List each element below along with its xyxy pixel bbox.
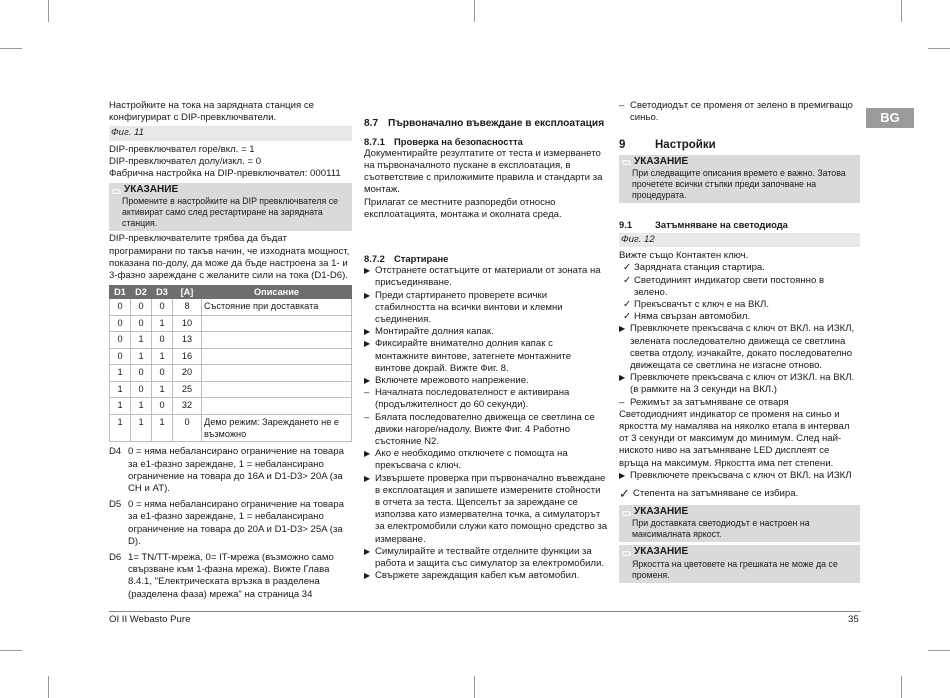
table-header: D3 (152, 286, 173, 299)
dip-definition (109, 446, 352, 495)
checkmark-icon: ✓ (623, 262, 632, 274)
check-item: ✓ Няма свързан автомобил. (623, 311, 751, 323)
dip-value: 0 = няма небалансирано ограничение на товара за е1-фазно зареждане, 1 = небалансирано ограничение на товара до 16A и D1-D3> 20A (за CH и AT). (128, 446, 344, 494)
table-cell: 1 (131, 332, 152, 349)
table-row (110, 348, 352, 365)
table-row (110, 365, 352, 382)
hand-pointer-icon (622, 158, 631, 167)
checkmark-icon: ✓ (623, 311, 632, 323)
table-cell: 0 (110, 348, 131, 365)
table-cell: 10 (173, 315, 202, 332)
dip-key: D6 (109, 551, 122, 563)
table-cell: 1 (152, 381, 173, 398)
crop-mark (474, 676, 475, 698)
table-cell: 0 (131, 381, 152, 398)
table-cell: 16 (173, 348, 202, 365)
table-cell (202, 332, 352, 349)
dip-line: Фабрична настройка на DIP-превключвател: 000111 (109, 168, 341, 180)
check-item: ✓ Зарядната станция стартира. (623, 262, 765, 274)
dash-marker: – (364, 411, 370, 423)
table-cell: 1 (131, 414, 152, 441)
dash-marker: – (619, 396, 625, 408)
subsection-title: Затъмняване на светодиода (655, 218, 788, 230)
dash-marker: – (619, 100, 625, 111)
subsection-title: Стартиране (394, 252, 449, 264)
checkmark-icon: ✓ (619, 486, 630, 502)
step-item (364, 326, 608, 338)
column-1 (109, 100, 352, 601)
table-header: D2 (131, 286, 152, 299)
dip-table (109, 285, 352, 442)
table-cell: 1 (110, 381, 131, 398)
arrow-bullet-icon: ▶ (364, 473, 371, 483)
item-text: Преди стартирането проверете всички стабилността на всички винтови и клемни съединения. (375, 289, 563, 325)
item-text: Превключете прекъсвача с ключ от ИЗКЛ. на ВКЛ. (в рамките на 3 секунди на ВКЛ.) (630, 372, 855, 396)
subsection-heading (619, 219, 860, 231)
note-box (619, 505, 860, 542)
table-row (110, 414, 352, 441)
arrow-bullet-icon: ▶ (619, 324, 626, 334)
table-cell: 1 (131, 348, 152, 365)
arrow-bullet-icon: ▶ (364, 290, 371, 300)
check-item: ✓ Светодиният индикатор свети постоянно в зелено. (623, 274, 825, 298)
done-line: ✓ Степента на затъмняване се избира. (619, 486, 799, 502)
dip-key: D5 (109, 499, 122, 511)
arrow-bullet-icon: ▶ (364, 327, 371, 337)
table-cell: 0 (110, 315, 131, 332)
table-header: [A] (173, 286, 202, 299)
footer-title: OI II Webasto Pure (109, 614, 191, 625)
table-cell: 0 (152, 398, 173, 415)
note-title: УКАЗАНИЕ (634, 546, 689, 558)
intro-text: Настройките на тока на зарядната станция се конфигурират с DIP-превключватели. (109, 100, 314, 124)
step-item (364, 338, 608, 375)
step-item (364, 546, 608, 570)
table-cell: 25 (173, 381, 202, 398)
page-number: 35 (848, 614, 859, 625)
item-text: Режимът за затъмняване се отваря (630, 396, 789, 408)
table-cell: 0 (152, 299, 173, 316)
column-3 (619, 100, 860, 585)
figure-ref: Фиг. 12 (619, 233, 860, 247)
paragraph: Светодиодният индикатор се променя на синьо и яркостта му намалява на няколко етапа в интервал от 3 секунди от максимум до минимум. След най-ниското ниво на затъмняване LED дисплеят се връща на максимум. Яркостта има пет степени. (619, 408, 850, 469)
table-cell: 0 (152, 365, 173, 382)
table-cell: 1 (152, 348, 173, 365)
table-cell: 0 (110, 299, 131, 316)
step-item (364, 265, 608, 289)
table-cell: 0 (110, 332, 131, 349)
paragraph: Прилагат се местните разпоредби относно експлоатацията, монтажа и околната среда. (364, 196, 562, 220)
arrow-bullet-icon: ▶ (364, 339, 371, 349)
table-row (110, 299, 352, 316)
table-cell (202, 398, 352, 415)
table-cell (202, 365, 352, 382)
checkmark-icon: ✓ (623, 274, 632, 286)
table-row (110, 381, 352, 398)
table-row (110, 332, 352, 349)
note-box (109, 183, 352, 231)
result-text: Светодиодът се променя от зелено в премигващо синьо. (630, 100, 853, 124)
item-text: Свържете зареждащия кабел към автомобил. (375, 570, 580, 582)
crop-mark (928, 650, 950, 651)
item-text: Началната последователност е активирана (продължителност до 60 секунди). (375, 387, 570, 411)
note-body: При следващите описания времето е важно. Затова прочетете всички стъпки преди започване на процедурата. (632, 167, 846, 200)
step-item (364, 290, 608, 327)
subsection-heading (364, 253, 608, 265)
chapter-heading (619, 139, 860, 151)
arrow-bullet-icon: ▶ (619, 373, 626, 383)
subsection-title: Проверка на безопасността (394, 135, 523, 147)
check-item: ✓ Прекъсвачът с ключ е на ВКЛ. (623, 299, 769, 311)
item-text: Включете мрежовото напрежение. (375, 374, 529, 386)
item-text: Извършете проверка при първоначално въвеждане в експлоатация и запишете измерените стойности в отчета за теста. Щепселът за зареждане се използва като измервателна точка, а симулаторът за електромобили служи като помощно средство за измерване. (375, 472, 608, 545)
crop-mark (0, 48, 22, 49)
figure-ref: Фиг. 11 (109, 126, 352, 140)
table-cell: 0 (131, 299, 152, 316)
table-cell: 0 (131, 365, 152, 382)
dip-key: D4 (109, 446, 122, 458)
chapter-title: Настройки (655, 139, 716, 152)
note-title: УКАЗАНИЕ (634, 155, 689, 167)
item-text: Монтирайте долния капак. (375, 326, 494, 338)
table-row (110, 315, 352, 332)
table-cell (202, 348, 352, 365)
step-item (364, 448, 608, 472)
arrow-bullet-icon: ▶ (364, 449, 371, 459)
item-text: Превключете прекъсвача с ключ от ВКЛ. на ИЗКЛ, зелената последователно движеща се светлина светва отдолу, изчакайте, докато последователно движещата се светлина не изгасне отново. (630, 323, 855, 372)
result-line (619, 100, 860, 124)
subsection-number: 9.1 (619, 218, 633, 230)
table-cell: 1 (110, 398, 131, 415)
dip-value: 0 = няма небалансирано ограничение на товара за е1-фазно зареждане, 1 = небалансирано ограничение на товара до 20A и D1-D3> 25A (за D). (128, 499, 344, 547)
dip-line: DIP-превключвател долу/изкл. = 0 (109, 155, 262, 167)
result-line (619, 397, 860, 409)
subsection-heading (364, 136, 608, 148)
step-item (619, 323, 860, 372)
note-body: Промените в настройките на DIP превключвателя се активират само след рестартиране на зарядната станция. (122, 196, 338, 229)
arrow-bullet-icon: ▶ (619, 470, 626, 480)
step-item (619, 372, 860, 396)
note-title: УКАЗАНИЕ (124, 184, 179, 196)
table-header: Описание (202, 286, 352, 299)
crop-mark (474, 0, 475, 22)
column-2 (364, 100, 608, 582)
note-body: При доставката светодиодът е настроен на максималната яркост. (632, 518, 810, 540)
item-text: Отстранете остатъците от материали от зоната на присъединяване. (375, 265, 601, 289)
crop-mark (901, 0, 902, 22)
item-text: Бялата последователно движеща се светлина се движи нагоре/надолу. Вижте Фиг. 4 Работно състояние N2. (375, 411, 595, 447)
table-cell: 32 (173, 398, 202, 415)
section-heading (364, 118, 608, 131)
table-cell: 1 (131, 398, 152, 415)
table-cell: 1 (152, 414, 173, 441)
item-text: Фиксирайте внимателно долния капак с монтажните винтове, затегнете монтажните винтове докрай. Вижте Фиг. 8. (375, 338, 572, 374)
table-cell: 13 (173, 332, 202, 349)
result-line (364, 387, 608, 411)
item-text: Ако е необходимо отключете с помощта на прекъсвача с ключ. (375, 448, 568, 472)
result-line (364, 412, 608, 449)
item-text: Симулирайте и тествайте отделните функции за работа и защита със симулатор за електромобили. (375, 545, 605, 569)
crop-mark (48, 0, 49, 22)
arrow-bullet-icon: ▶ (364, 266, 371, 276)
hand-pointer-icon (622, 509, 631, 518)
step-item: ▶ Превключете прекъсвача с ключ от ВКЛ. на ИЗКЛ (619, 469, 852, 481)
table-cell: 0 (173, 414, 202, 441)
table-cell: 1 (152, 315, 173, 332)
dash-marker: – (364, 387, 370, 399)
table-cell: 0 (152, 332, 173, 349)
note-box (619, 545, 860, 582)
dip-line: DIP-превключвател горе/вкл. = 1 (109, 143, 255, 155)
step-item (364, 375, 608, 387)
subsection-number: 8.7.2 (364, 252, 385, 264)
table-row (110, 398, 352, 415)
table-cell: Демо режим: Зареждането не е възможно (202, 414, 352, 441)
crop-mark (901, 676, 902, 698)
step-item (364, 570, 608, 582)
table-cell: 8 (173, 299, 202, 316)
arrow-bullet-icon: ▶ (364, 375, 371, 385)
paragraph: Документирайте резултатите от теста и измерването на първоначалното пускане в експлоатация, в съответствие с приложимите правила и стандарти за монтаж. (364, 147, 603, 196)
arrow-bullet-icon: ▶ (364, 546, 371, 556)
crop-mark (0, 650, 22, 651)
chapter-number: 9 (619, 139, 626, 152)
subsection-number: 8.7.1 (364, 135, 385, 147)
crop-mark (48, 676, 49, 698)
table-header: D1 (110, 286, 131, 299)
hand-pointer-icon (112, 187, 121, 196)
step-item (364, 473, 608, 546)
table-cell (202, 315, 352, 332)
table-cell: Състояние при доставката (202, 299, 352, 316)
footer-rule (109, 611, 861, 612)
paragraph: Вижте също Контактен ключ. (619, 250, 749, 262)
note-body: Яркостта на цветовете на грешката не може да се променя. (632, 558, 838, 580)
arrow-bullet-icon: ▶ (364, 571, 371, 581)
section-number: 8.7 (364, 118, 379, 129)
table-cell: 0 (131, 315, 152, 332)
hand-pointer-icon (622, 549, 631, 558)
dip-value: 1= TN/TT-мрежа, 0= IT-мрежа (възможно само свързване към 1-фазна мрежа). Вижте Глава 8.4.1, "Електрическата връзка в разделена (разделена фаза) мрежа" на страница 34 (128, 551, 334, 600)
language-badge: BG (866, 108, 914, 128)
table-cell: 1 (110, 365, 131, 382)
checkmark-icon: ✓ (623, 299, 632, 311)
table-cell: 1 (110, 414, 131, 441)
note-box (619, 155, 860, 203)
table-cell (202, 381, 352, 398)
dip-definition (109, 499, 352, 548)
section-title: Първоначално въвеждане в експлоатация (388, 118, 605, 129)
paragraph: DIP-превключвателите трябва да бъдат програмирани по такъв начин, че изходната мощност, показана по-долу, да може да бъде настроена за 1- и 3-фазно зареждане с желаните сили на тока (D1-D6). (109, 233, 350, 282)
table-cell: 20 (173, 365, 202, 382)
crop-mark (928, 48, 950, 49)
note-title: УКАЗАНИЕ (634, 506, 689, 518)
dip-definition (109, 552, 352, 601)
